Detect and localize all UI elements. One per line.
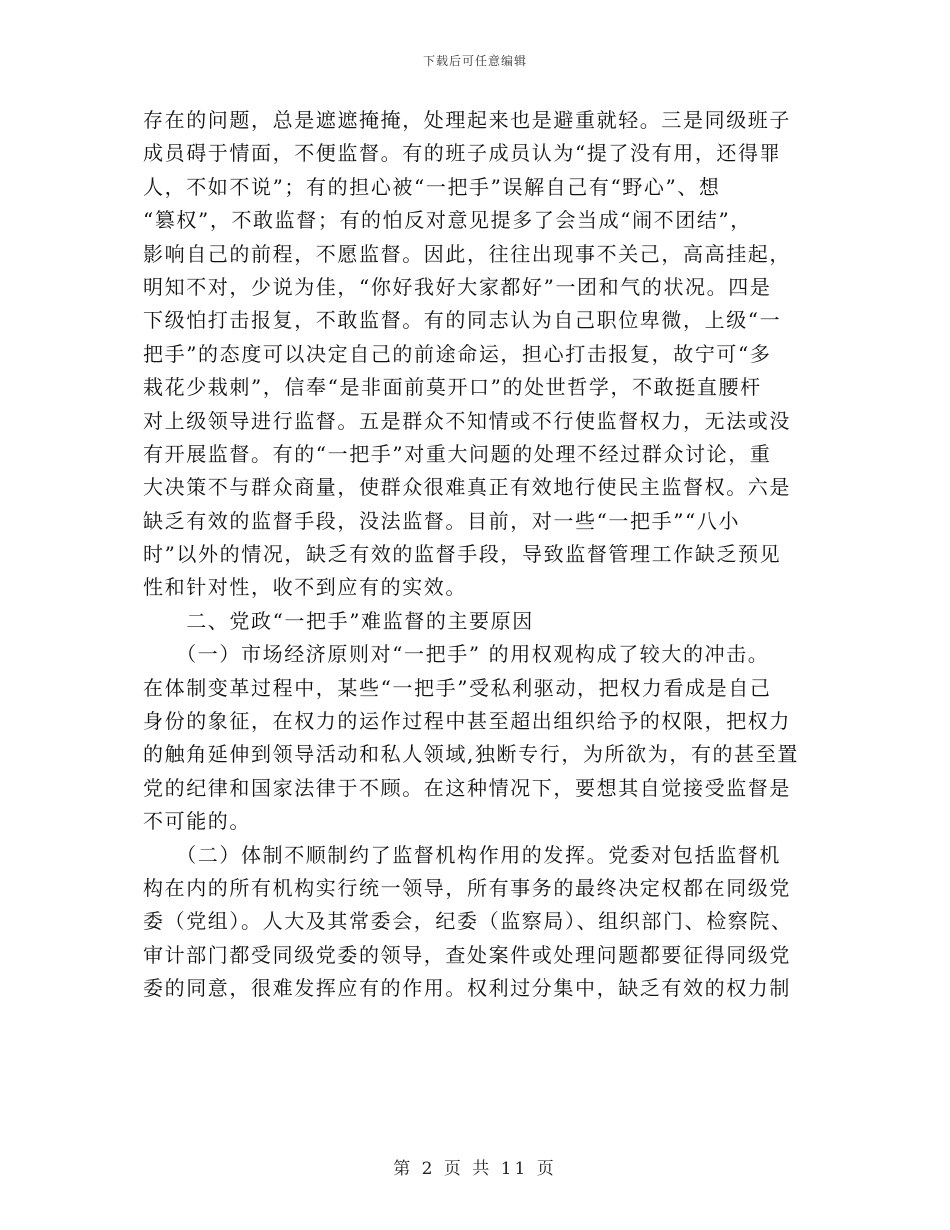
page-header: 下载后可任意编辑: [422, 54, 527, 68]
text-line: （一）市场经济原则对“一把手” 的用权观构成了较大的冲击。: [143, 642, 770, 667]
text-line: 把手”的态度可以决定自己的前途命运，担心打击报复，故宁可“多: [143, 341, 772, 366]
text-line: 构在内的所有机构实行统一领导，所有事务的最终决定权都在同级党: [143, 875, 791, 900]
text-line: 审计部门都受同级党委的领导，查处案件或处理问题都要征得同级党: [143, 942, 791, 967]
text-line: 身份的象征，在权力的运作过程中甚至超出组织给予的权限，把权力: [143, 709, 791, 734]
text-line: 不可能的。: [143, 809, 251, 834]
body-text: [143, 104, 805, 1006]
text-line: 成员碍于情面，不便监督。有的班子成员认为“提了没有用，还得罪: [143, 141, 782, 166]
text-line: （二）体制不顺制约了监督机构作用的发挥。党委对包括监督机: [143, 842, 781, 867]
section-heading: 二、党政“一把手”难监督的主要原因: [143, 608, 534, 633]
text-line: 影响自己的前程，不愿监督。因此，往往出现事不关己，高高挂起，: [143, 241, 791, 266]
text-line: 对上级领导进行监督。五是群众不知情或不行使监督权力，无法或没: [143, 408, 791, 433]
text-line: 缺乏有效的监督手段，没法监督。目前，对一些“一把手”“八小: [143, 508, 741, 533]
text-line: 时”以外的情况，缺乏有效的监督手段，导致监督管理工作缺乏预见: [143, 542, 782, 567]
text-line: 的触角延伸到领导活动和私人领域,独断专行，为所欲为，有的甚至置: [143, 742, 799, 767]
text-line: 在体制变革过程中，某些“一把手”受私利驱动，把权力看成是自己: [143, 675, 772, 700]
text-line: 委（党组）。人大及其常委会，纪委（监察局）、组织部门、检察院、: [143, 909, 793, 934]
text-line: 下级怕打击报复，不敢监督。有的同志认为自己职位卑微，上级“一: [143, 308, 782, 333]
text-line: 大决策不与群众商量，使群众很难真正有效地行使民主监督权。六是: [143, 475, 791, 500]
text-line: 明知不对，少说为佳，“你好我好大家都好”一团和气的状况。四是: [143, 274, 772, 299]
text-line: 有开展监督。有的“一把手”对重大问题的处理不经过群众讨论，重: [143, 441, 772, 466]
text-line: 委的同意，很难发挥应有的作用。权利过分集中，缺乏有效的权力制: [143, 976, 791, 1001]
text-line: 党的纪律和国家法律于不顾。在这种情况下，要想其自觉接受监督是: [143, 775, 791, 800]
text-line: 栽花少栽刺”，信奉“是非面前莫开口”的处世哲学，不敢挺直腰杆: [143, 375, 762, 400]
text-line: 性和针对性，收不到应有的实效。: [143, 575, 467, 600]
page-footer: 第 2 页 共 11 页: [393, 1159, 557, 1179]
text-line: “篡权”，不敢监督；有的怕反对意见提多了会当成“闹不团结”，: [143, 208, 752, 233]
text-line: 人，不如不说”；有的担心被“一把手”误解自己有“野心”、想: [143, 174, 721, 199]
text-line: 存在的问题，总是遮遮掩掩，处理起来也是避重就轻。三是同级班子: [143, 108, 791, 132]
